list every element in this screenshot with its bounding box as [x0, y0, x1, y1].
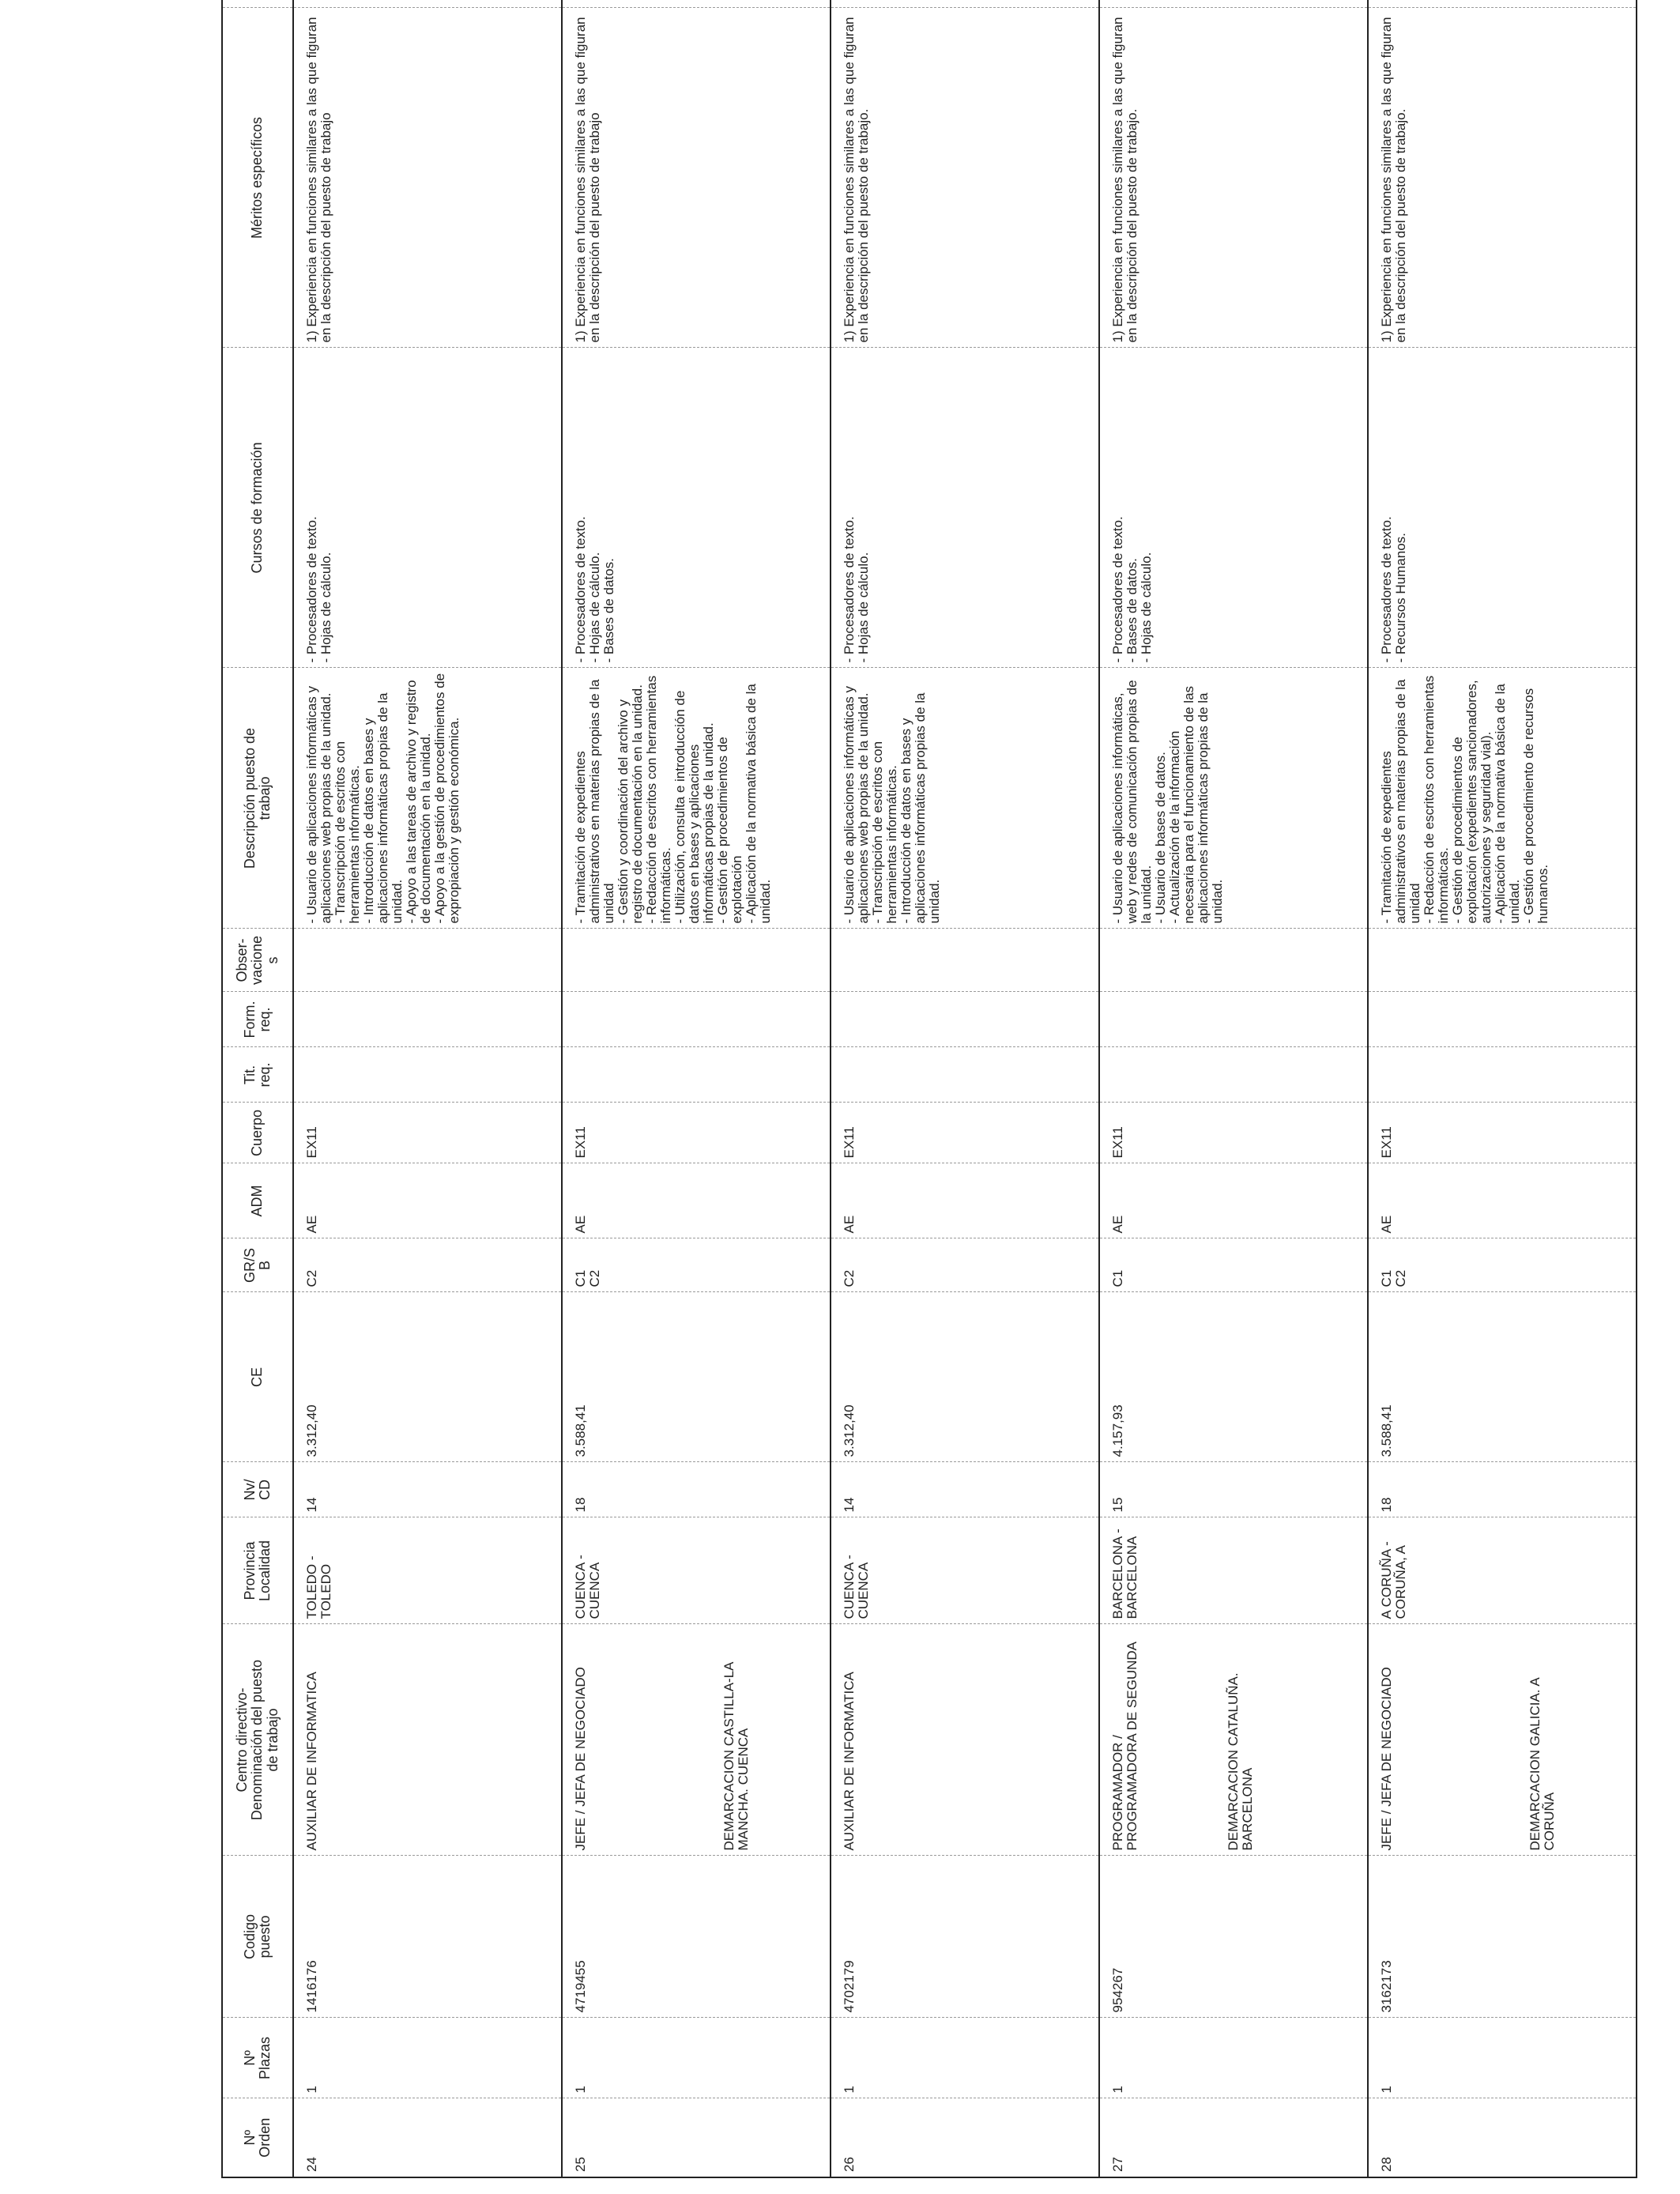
- cell-formacion: [1099, 992, 1368, 1047]
- cell-meritos: 1) Experiencia en funciones similares a las que figuran en la descripción del puesto de trabajo.: [1368, 8, 1637, 348]
- header-formacion: Form. req.: [222, 992, 293, 1047]
- cell-provincia: A CORUÑA - CORUÑA, A: [1368, 1517, 1637, 1624]
- cell-ce: 3.312,40: [831, 1292, 1099, 1462]
- cell-titulacion: [831, 1047, 1099, 1103]
- cell-max: [831, 0, 1099, 8]
- cell-ce: 4.157,93: [1099, 1292, 1368, 1462]
- cell-formacion: [1368, 992, 1637, 1047]
- cell-centro-puesto: [831, 1624, 1099, 1856]
- header-orden: Nº Orden: [222, 2098, 293, 2177]
- cell-cuerpo: EX11: [831, 1103, 1099, 1163]
- cell-plazas: 1: [831, 2018, 1099, 2098]
- cell-cuerpo: EX11: [1099, 1103, 1368, 1163]
- cell-max: [1368, 0, 1637, 8]
- cell-orden: 26: [831, 2098, 1099, 2177]
- cell-plazas: 1: [562, 2018, 831, 2098]
- cell-descripcion: - Usuario de aplicaciones informáticas, web y redes de comunicación propias de la unidad. - Usuario de bases de datos. - Actualización de la información necesaria para el funcionamiento de las aplicaciones informáticas propias de la unidad.: [1099, 668, 1368, 929]
- cell-descripcion: - Usuario de aplicaciones informáticas y aplicaciones web propias de la unidad. - Transcripción de escritos con herramientas informáticas. - Introducción de datos en bases y aplicaciones informáticas propias de la unidad.: [831, 668, 1099, 929]
- cell-cursos: - Procesadores de texto. - Hojas de cálculo. - Bases de datos.: [562, 348, 831, 668]
- cell-observaciones: [562, 929, 831, 992]
- cell-ce: 3.588,41: [562, 1292, 831, 1462]
- header-ce: CE: [222, 1292, 293, 1462]
- header-observaciones: Obser- vaciones: [222, 929, 293, 992]
- cell-provincia: TOLEDO - TOLEDO: [293, 1517, 562, 1624]
- cell-meritos: 1) Experiencia en funciones similares a las que figuran en la descripción del puesto de trabajo.: [831, 8, 1099, 348]
- cell-meritos: 1) Experiencia en funciones similares a las que figuran en la descripción del puesto de trabajo: [293, 8, 562, 348]
- cell-descripcion: - Usuario de aplicaciones informáticas y aplicaciones web propias de la unidad. - Transcripción de escritos con herramientas informáticas. - Introducción de datos en bases y aplicaciones informáticas propias de la unidad. - Apoyo a las tareas de archivo y registro de documentación en la unidad. - Apoyo a la gestión de procedimientos de expropiación y gestión económica.: [293, 668, 562, 929]
- table-row: [293, 0, 562, 2177]
- cell-cursos: - Procesadores de texto. - Hojas de cálculo.: [293, 348, 562, 668]
- cell-provincia: CUENCA - CUENCA: [562, 1517, 831, 1624]
- cell-cursos: - Procesadores de texto. - Hojas de cálculo.: [831, 348, 1099, 668]
- cell-cuerpo: EX11: [562, 1103, 831, 1163]
- cell-codigo: 3162173: [1368, 1856, 1637, 2018]
- cell-observaciones: [1099, 929, 1368, 992]
- table-row: [1099, 0, 1368, 2177]
- table-row: [831, 0, 1099, 2177]
- header-grupo: GR/SB: [222, 1238, 293, 1292]
- cell-nivel: 18: [1368, 1462, 1637, 1517]
- cell-descripcion: - Tramitación de expedientes administrativos en materias propias de la unidad - Gestión y coordinación del archivo y registro de documentación en la unidad. - Redacción de escritos con herramientas informáticas. - Utilización, consulta e introducción de datos en bases y aplicaciones informáticas propias de la unidad. - Gestión de procedimientos de explotación - Aplicación de la normativa básica de la unidad.: [562, 668, 831, 929]
- puesto-name: AUXILIAR DE INFORMATICA: [842, 1672, 857, 1851]
- puesto-name: JEFE / JEFA DE NEGOCIADO: [1379, 1667, 1394, 1851]
- cell-provincia: CUENCA - CUENCA: [831, 1517, 1099, 1624]
- cell-cuerpo: EX11: [293, 1103, 562, 1163]
- cell-adm: AE: [1099, 1163, 1368, 1238]
- header-descripcion: Descripción puesto de trabajo: [222, 668, 293, 929]
- table-header-row: [222, 0, 293, 2177]
- cell-formacion: [293, 992, 562, 1047]
- cell-orden: 24: [293, 2098, 562, 2177]
- cell-nivel: 15: [1099, 1462, 1368, 1517]
- cell-adm: AE: [1368, 1163, 1637, 1238]
- cell-codigo: 1416176: [293, 1856, 562, 2018]
- header-codigo: Codigo puesto: [222, 1856, 293, 2018]
- cell-codigo: 4702179: [831, 1856, 1099, 2018]
- centro-directivo: DEMARCACION CASTILLA-LA MANCHA. CUENCA: [721, 1662, 751, 1851]
- header-nivel: Nv/ CD: [222, 1462, 293, 1517]
- cell-cursos: - Procesadores de texto. - Recursos Humanos.: [1368, 348, 1637, 668]
- header-titulacion: Tit. req.: [222, 1047, 293, 1103]
- cell-centro-puesto: [1368, 1624, 1637, 1856]
- cell-plazas: 1: [1368, 2018, 1637, 2098]
- cell-centro-puesto: [293, 1624, 562, 1856]
- cell-codigo: 954267: [1099, 1856, 1368, 2018]
- cell-meritos: 1) Experiencia en funciones similares a las que figuran en la descripción del puesto de trabajo.: [1099, 8, 1368, 348]
- cell-grupo: C1: [1099, 1238, 1368, 1292]
- puesto-name: PROGRAMADOR / PROGRAMADORA DE SEGUNDA: [1110, 1642, 1140, 1851]
- puesto-name: AUXILIAR DE INFORMATICA: [304, 1672, 319, 1851]
- cell-centro-puesto: [1099, 1624, 1368, 1856]
- cell-titulacion: [1368, 1047, 1637, 1103]
- cell-grupo: C2: [293, 1238, 562, 1292]
- cell-cuerpo: EX11: [1368, 1103, 1637, 1163]
- cell-adm: AE: [831, 1163, 1099, 1238]
- cell-centro-puesto: [562, 1624, 831, 1856]
- table-row: [562, 0, 831, 2177]
- header-centro: Centro directivo- Denominación del puesto de trabajo: [222, 1624, 293, 1856]
- cell-max: [1099, 0, 1368, 8]
- table-row: [1368, 0, 1637, 2177]
- header-meritos: Méritos específicos: [222, 8, 293, 348]
- cell-grupo: C1 C2: [562, 1238, 831, 1292]
- cell-orden: 25: [562, 2098, 831, 2177]
- puesto-name: JEFE / JEFA DE NEGOCIADO: [573, 1667, 588, 1851]
- cell-observaciones: [293, 929, 562, 992]
- cell-formacion: [831, 992, 1099, 1047]
- cell-adm: AE: [562, 1163, 831, 1238]
- cell-max: [562, 0, 831, 8]
- cell-observaciones: [1368, 929, 1637, 992]
- cell-codigo: 4719455: [562, 1856, 831, 2018]
- header-adm: ADM: [222, 1163, 293, 1238]
- header-plazas: Nº Plazas: [222, 2018, 293, 2098]
- cell-cursos: - Procesadores de texto. - Bases de datos. - Hojas de cálculo.: [1099, 348, 1368, 668]
- cell-ce: 3.312,40: [293, 1292, 562, 1462]
- cell-meritos: 1) Experiencia en funciones similares a las que figuran en la descripción del puesto de trabajo: [562, 8, 831, 348]
- cell-titulacion: [293, 1047, 562, 1103]
- cell-plazas: 1: [1099, 2018, 1368, 2098]
- cell-provincia: BARCELONA - BARCELONA: [1099, 1517, 1368, 1624]
- header-cuerpo: Cuerpo: [222, 1103, 293, 1163]
- cell-nivel: 18: [562, 1462, 831, 1517]
- cell-plazas: 1: [293, 2018, 562, 2098]
- header-provincia: Provincia Localidad: [222, 1517, 293, 1624]
- cell-nivel: 14: [831, 1462, 1099, 1517]
- cell-adm: AE: [293, 1163, 562, 1238]
- cell-grupo: C1 C2: [1368, 1238, 1637, 1292]
- centro-directivo: DEMARCACION GALICIA. A CORUÑA: [1527, 1678, 1558, 1851]
- cell-ce: 3.588,41: [1368, 1292, 1637, 1462]
- cell-max: [293, 0, 562, 8]
- cell-formacion: [562, 992, 831, 1047]
- cell-observaciones: [831, 929, 1099, 992]
- cell-orden: 27: [1099, 2098, 1368, 2177]
- header-cursos: Cursos de formación: [222, 348, 293, 668]
- cell-grupo: C2: [831, 1238, 1099, 1292]
- cell-titulacion: [1099, 1047, 1368, 1103]
- job-positions-table: [221, 0, 1637, 2178]
- cell-descripcion: - Tramitación de expedientes administrativos en materias propias de la unidad - Redacción de escritos con herramientas informáticas. - Gestión de procedimientos de explotación (expedientes sancionadores, autorizaciones y seguridad vial). - Aplicación de la normativa básica de la unidad. - Gestión de procedimiento de recursos humanos.: [1368, 668, 1637, 929]
- cell-nivel: 14: [293, 1462, 562, 1517]
- cell-orden: 28: [1368, 2098, 1637, 2177]
- centro-directivo: DEMARCACION CATALUÑA. BARCELONA: [1226, 1672, 1256, 1851]
- header-max: [222, 0, 293, 8]
- cell-titulacion: [562, 1047, 831, 1103]
